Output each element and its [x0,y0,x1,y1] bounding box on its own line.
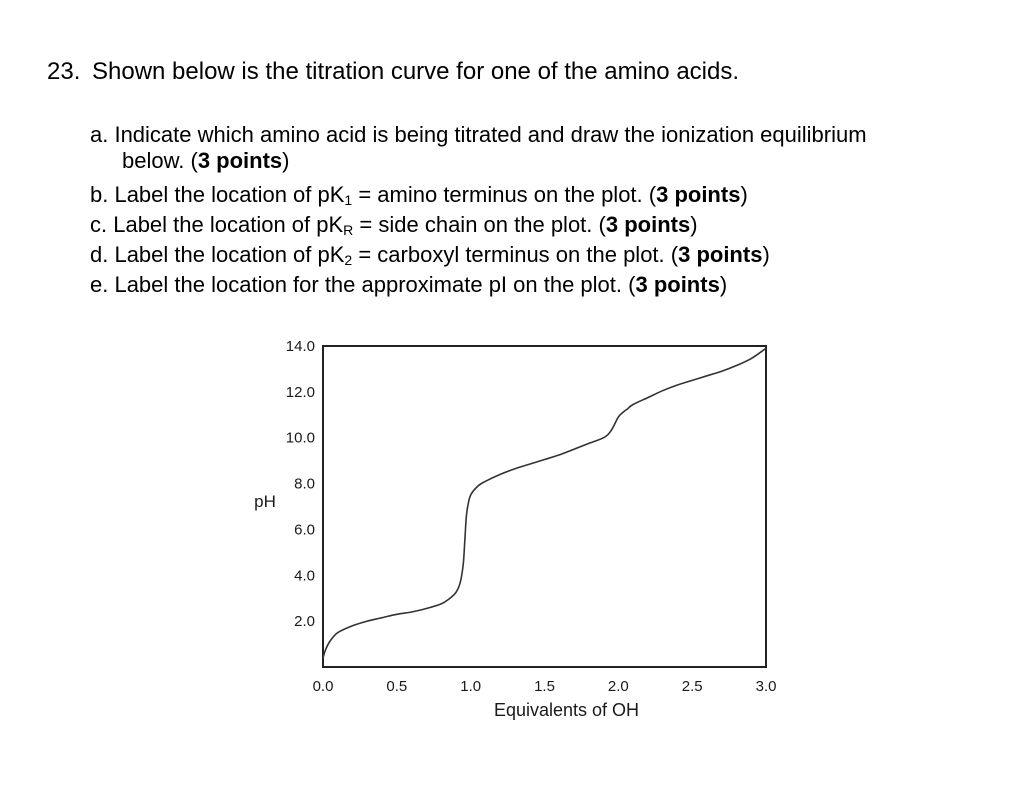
x-tick-label: 3.0 [755,678,777,695]
item-a-text: a. Indicate which amino acid is being titrated and draw the ionization equilibrium [90,122,867,147]
item-c-subscript: R [343,222,354,238]
question-number: 23. [47,58,81,85]
item-d-points: 3 points [678,242,763,267]
item-e: e. Label the location for the approximate pI on the plot. (3 points) [90,272,728,297]
x-tick-label: 1.5 [534,678,555,695]
item-d-subscript: 2 [344,252,353,268]
x-tick-label: 2.0 [607,678,629,695]
item-c-points: 3 points [605,212,691,237]
item-d: d. Label the location of $pK_2$ = carboxyl terminus on the plot. (3 points) [90,242,770,268]
x-tick-label: 2.5 [681,678,703,695]
y-tick-label: 4.0 [294,567,315,585]
y-axis-label: pH [254,492,276,511]
y-tick-label: 2.0 [294,613,315,631]
item-c: c. Label the location of $pK_R$ = side chain on the plot. (3 points) [90,212,698,238]
plot-frame [323,346,766,667]
y-tick-label: 10.0 [285,429,315,447]
item-b-subscript: 1 [344,192,353,208]
y-tick-label: 6.0 [294,521,315,539]
x-tick-label: 0.0 [312,678,334,695]
item-a-points: 3 points [197,148,283,173]
question-text: Shown below is the titration curve for one of the amino acids. [92,58,740,85]
x-axis-label: Equivalents of OH [493,700,640,720]
y-tick-label: 8.0 [294,475,315,493]
x-tick-label: 0.5 [386,678,408,695]
item-b: b. Label the location of $pK_1 = amino$ terminus on the plot. (3 points) [90,182,748,208]
x-tick-label: 1.0 [460,678,482,695]
titration-curve-line [323,348,766,658]
item-b-points: 3 points [656,182,741,207]
item-a-continuation: below. (3 points) [122,148,290,173]
y-tick-label: 14.0 [285,338,315,355]
item-e-points: 3 points [635,272,720,297]
y-tick-label: 12.0 [285,383,315,401]
